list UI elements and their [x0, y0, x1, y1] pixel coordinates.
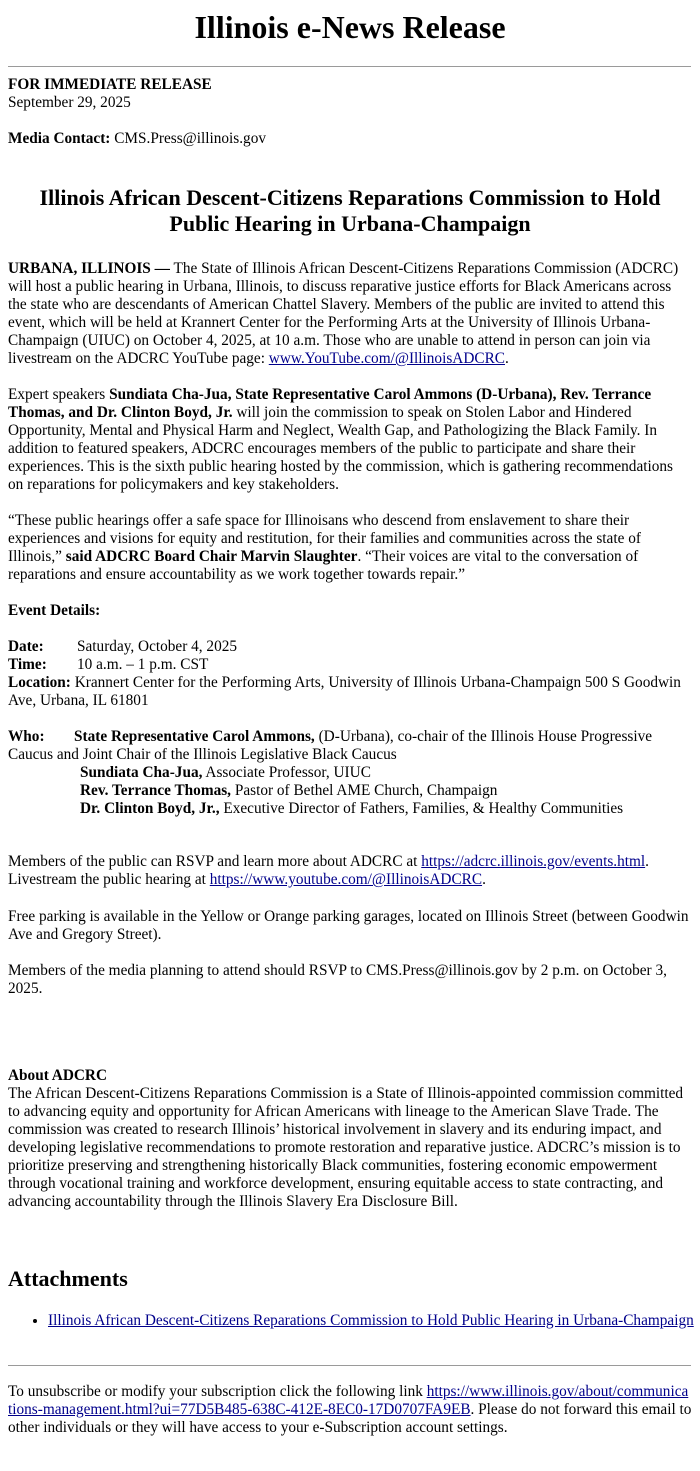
paragraph-intro	[8, 260, 692, 368]
paragraph-quote	[8, 512, 692, 584]
attachments-list	[8, 1312, 700, 1330]
paragraph-speakers	[8, 386, 692, 494]
speakers-lead: Expert speakers	[8, 386, 110, 403]
speaker-desc: Executive Director of Fathers, Families, & Healthy Communities	[219, 800, 624, 817]
release-date: September 29, 2025	[8, 94, 131, 111]
date-label: Date:	[8, 638, 44, 655]
speaker-name: Sundiata Cha-Jua,	[80, 764, 203, 781]
media-contact-email: CMS.Press@illinois.gov	[114, 130, 267, 147]
rsvp-text-end: .	[482, 871, 486, 888]
date-value: Saturday, October 4, 2025	[77, 638, 238, 655]
attachment-link[interactable]: Illinois African Descent-Citizens Reparations Commission to Hold Public Hearing in Urbana-Champaign	[48, 1312, 694, 1329]
who-label: Who:	[8, 728, 45, 745]
youtube-link[interactable]: www.YouTube.com/@IllinoisADCRC	[268, 350, 505, 367]
speaker-desc: Associate Professor, UIUC	[202, 764, 371, 781]
media-rsvp-paragraph: Members of the media planning to attend should RSVP to CMS.Press@illinois.gov by 2 p.m. on October 3, 2025.	[8, 962, 667, 997]
about-text: The African Descent-Citizens Reparations Commission is a State of Illinois-appointed commission committed to advancing equity and opportunity for African Americans with lineage to the American Slave Trade. The commission was created to research Illinois’ historical involvement in slavery and its enduring impact, and developing legislative recommendations to promote restoration and reparative justice. ADCRC’s mission is to prioritize preserving and strengthening historically Black communities, fostering economic empowerment through vocational training and workforce development, ensuring equitable access to state contracting, and advancing accountability through the Illinois Slavery Era Disclosure Bill.	[8, 1085, 684, 1210]
unsubscribe-link[interactable]: https://www.illinois.gov/about/communications-management.html?ui=77D5B485-638C-412E-8EC0-17D0707FA9EB	[8, 1383, 689, 1418]
rsvp-text-mid: . Livestream the public hearing at	[8, 853, 649, 888]
parking-paragraph: Free parking is available in the Yellow or Orange parking garages, located on Illinois Street (between Goodwin Ave and Gregory Street).	[8, 908, 689, 943]
time-label: Time:	[8, 656, 47, 673]
event-details-label: Event Details:	[8, 602, 101, 619]
dateline: URBANA, ILLINOIS —	[8, 260, 170, 277]
intro-end: .	[505, 350, 509, 367]
events-link[interactable]: https://adcrc.illinois.gov/events.html	[421, 853, 646, 870]
attachments-heading: Attachments	[8, 1266, 128, 1291]
list-item	[48, 1312, 700, 1330]
quote-attribution: said ADCRC Board Chair Marvin Slaughter	[65, 548, 358, 565]
livestream-link[interactable]: https://www.youtube.com/@IllinoisADCRC	[209, 871, 483, 888]
who-section	[8, 728, 692, 818]
speaker-name: Rev. Terrance Thomas,	[80, 782, 231, 799]
masthead-title: Illinois e-News Release	[194, 9, 506, 45]
event-heading	[8, 602, 692, 620]
release-label: FOR IMMEDIATE RELEASE	[8, 76, 212, 93]
event-details	[8, 638, 692, 710]
speaker-desc: (D-Urbana), co-chair of the Illinois House Progressive Caucus and Joint Chair of the Illinois Legislative Black Caucus	[8, 728, 653, 763]
rsvp-paragraph	[8, 853, 692, 889]
headline: Illinois African Descent-Citizens Reparations Commission to Hold Public Hearing in Urbana-Champaign	[39, 185, 661, 236]
location-value: Krannert Center for the Performing Arts, University of Illinois Urbana-Champaign 500 S Goodwin Ave, Urbana, IL 61801	[8, 674, 681, 709]
media-contact-label: Media Contact:	[8, 130, 111, 147]
rsvp-text: Members of the public can RSVP and learn more about ADCRC at	[8, 853, 422, 870]
footer-text-end: . Please do not forward this email to other individuals or they will have access to your e-Subscription account settings.	[8, 1401, 692, 1436]
footer	[8, 1383, 692, 1437]
speakers-names: Sundiata Cha-Jua, State Representative Carol Ammons (D-Urbana), Rev. Terrance Thomas, and Dr. Clinton Boyd, Jr.	[8, 386, 652, 421]
location-label: Location:	[8, 674, 71, 691]
about-section	[8, 1067, 692, 1211]
speaker-desc: Pastor of Bethel AME Church, Champaign	[231, 782, 498, 799]
speaker-name: Dr. Clinton Boyd, Jr.,	[80, 800, 220, 817]
time-value: 10 a.m. – 1 p.m. CST	[77, 656, 209, 673]
quote-text: “These public hearings offer a safe space for Illinoisans who descend from enslavement to share their experiences and visions for equity and restitution, for their families and communities across the state of Illinois,”	[8, 512, 641, 565]
bottom-divider	[8, 1365, 691, 1366]
quote-text-end: . “Their voices are vital to the conversation of reparations and ensure accountability as we work together towards repair.”	[8, 548, 639, 583]
speaker-name: State Representative Carol Ammons,	[74, 728, 315, 745]
top-divider	[8, 66, 691, 67]
intro-text: The State of Illinois African Descent-Citizens Reparations Commission (ADCRC) will host a public hearing in Urbana, Illinois, to discuss reparative justice efforts for Black Americans across the state who are descendants of American Chattel Slavery. Members of the public are invited to attend this event, which will be held at Krannert Center for the Performing Arts at the University of Illinois Urbana-Champaign (UIUC) on October 4, 2025, at 10 a.m. Those who are unable to attend in person can join via livestream on the ADCRC YouTube page:	[8, 260, 679, 367]
speakers-text: will join the commission to speak on Stolen Labor and Hindered Opportunity, Mental and Physical Harm and Neglect, Wealth Gap, and Pathologizing the Black Family. In addition to featured speakers, ADCRC encourages members of the public to participate and share their experiences. This is the sixth public hearing hosted by the commission, which is gathering recommendations on reparations for policymakers and key stakeholders.	[8, 404, 673, 493]
footer-text: To unsubscribe or modify your subscription click the following link	[8, 1383, 427, 1400]
release-header	[8, 76, 692, 148]
about-heading: About ADCRC	[8, 1067, 108, 1084]
